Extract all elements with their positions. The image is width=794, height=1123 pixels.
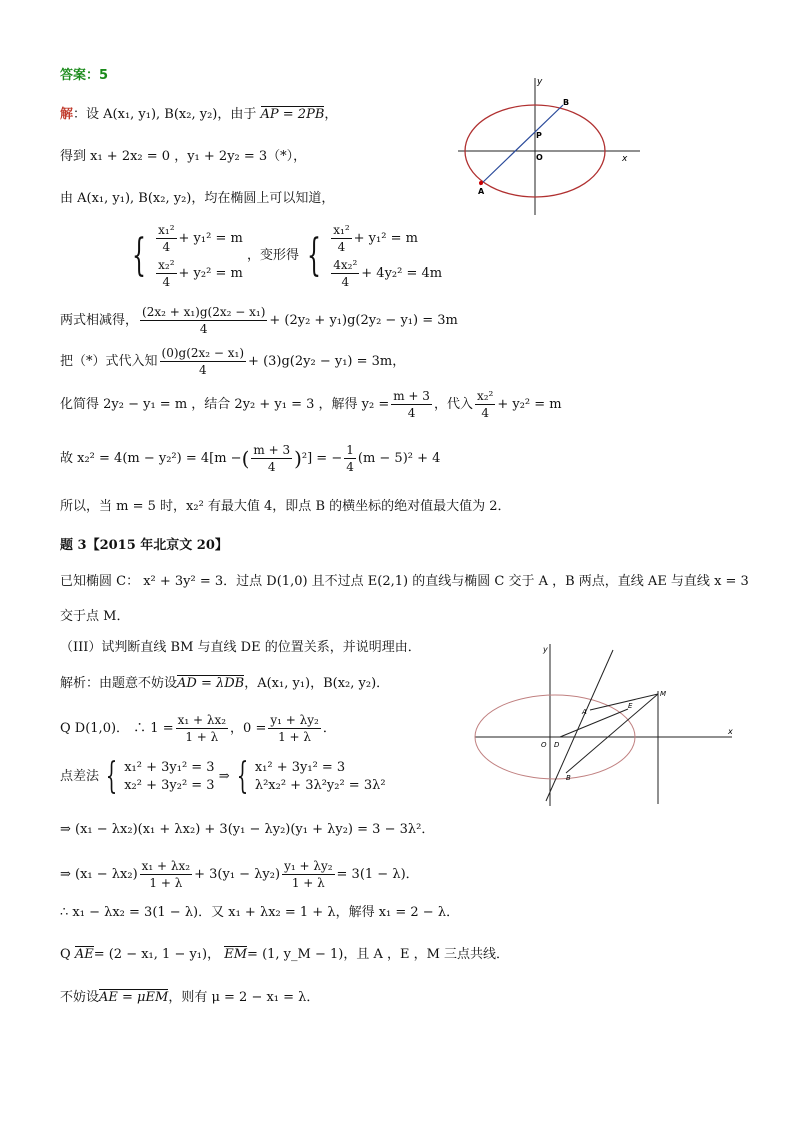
eq: x₁² + 3y₁² = 3 — [124, 760, 215, 775]
solution-text-1: ：设 A(x₁, y₁), B(x₂, y₂)，由于 — [73, 107, 257, 122]
frac-den: 1 + λ — [278, 730, 312, 744]
solution-line-7 — [60, 388, 562, 421]
ellipse-figure-2 — [470, 636, 740, 811]
label-e: E — [628, 702, 633, 710]
question-3-title: 题 3【2015 年北京文 20】 — [60, 538, 228, 553]
frac-den: 4 — [346, 460, 354, 474]
label-a: A — [478, 187, 485, 196]
frac-den: 4 — [198, 363, 207, 377]
label-m: M — [660, 690, 667, 698]
left-brace-1: { — [132, 230, 146, 281]
analysis-line-7 — [60, 947, 509, 963]
text: ，代入 — [433, 397, 473, 412]
frac-num: y₁ + λy₂ — [270, 713, 319, 727]
frac-den: 1 + λ — [185, 730, 219, 744]
frac-num: x₂² — [476, 389, 494, 403]
frac-num: x₁ + λx₂ — [177, 713, 227, 727]
solution-label: 解 — [60, 107, 74, 122]
text: ，0 = — [230, 721, 267, 736]
text: = (2 − x₁, 1 − y₁)， — [93, 947, 221, 962]
solution-line-6 — [60, 345, 405, 378]
analysis-line-5 — [60, 858, 419, 891]
text: 解析：由题意不妨设 — [60, 676, 178, 691]
label-x: x — [728, 727, 733, 736]
question-3-part-iii: （III）试判断直线 BM 与直线 DE 的位置关系，并说明理由． — [60, 640, 421, 655]
eq: x₂² + 3y₂² = 3 — [124, 778, 215, 793]
solution-line-3: 由 A(x₁, y₁), B(x₂, y₂)，均在椭圆上可以知道， — [60, 191, 335, 206]
text: Q — [60, 947, 71, 962]
vector-em: EM — [224, 947, 248, 962]
text: ²] = − — [301, 451, 343, 466]
text: 把（*）式代入知 — [60, 354, 158, 369]
frac-den: 4 — [162, 275, 171, 289]
text: 化简得 2y₂ − y₁ = m ，结合 2y₂ + y₁ = 3 ，解得 y₂ = — [60, 397, 390, 412]
frac-den: 4 — [481, 406, 489, 420]
text: (m − 5)² + 4 — [357, 451, 441, 466]
frac-den: 1 + λ — [149, 876, 183, 890]
analysis-line-6: ∴ x₁ − λx₂ = 3(1 − λ)．又 x₁ + λx₂ = 1 + λ，解得 x₁ = 2 − λ． — [60, 905, 460, 920]
vector-equation-ap-pb: AP = 2PB — [260, 107, 325, 122]
frac-num: m + 3 — [253, 443, 291, 457]
ellipse-figure-1 — [450, 70, 650, 220]
text: Q D(1,0)． ∴ 1 = — [60, 721, 174, 736]
text: + (3)g(2y₂ − y₁) = 3m， — [248, 354, 406, 369]
label-d: D — [554, 741, 560, 749]
label-y: y — [537, 77, 543, 87]
segment-d-e — [560, 709, 628, 737]
transform-text: ，变形得 — [246, 248, 299, 263]
text: + 3(y₁ − λy₂) — [194, 867, 281, 882]
left-brace-3: { — [105, 756, 118, 797]
label-o: O — [541, 741, 547, 749]
frac-den: 4 — [267, 460, 276, 474]
frac-den: 4 — [199, 322, 208, 336]
label-o: O — [536, 153, 543, 162]
frac-num: y₁ + λy₂ — [284, 859, 333, 873]
frac-den: 4 — [337, 240, 346, 254]
solution-line-5 — [60, 304, 458, 337]
vector-ae: AE — [74, 947, 94, 962]
text: = (1, y_M − 1)，且 A ，E ，M 三点共线． — [247, 947, 510, 962]
left-brace-2: { — [307, 230, 322, 281]
answer-value: 5 — [99, 68, 109, 83]
analysis-line-8 — [60, 990, 319, 1006]
system-2 — [329, 220, 442, 292]
solution-line-9: 所以，当 m = 5 时，x₂² 有最大值 4，即点 B 的横坐标的绝对值最大值为 2． — [60, 499, 511, 514]
text: ，A(x₁, y₁)，B(x₂, y₂)． — [244, 676, 390, 691]
label-a: A — [582, 708, 587, 716]
analysis-line-1 — [60, 676, 389, 692]
text: ． — [322, 721, 336, 736]
eq-rest: + y₁² = m — [353, 231, 418, 246]
analysis-line-3 — [60, 758, 386, 796]
solution-text-1b: ， — [324, 107, 338, 122]
frac-num: 1 — [346, 443, 354, 457]
frac-num: (2x₂ + x₁)g(2x₂ − x₁) — [142, 305, 266, 319]
frac-num: 4x₂² — [333, 258, 358, 272]
text: 点差法 — [60, 769, 100, 784]
paren: ( — [241, 446, 250, 471]
segment-b-m — [566, 694, 658, 773]
frac-num: x₁² — [158, 223, 175, 237]
label-b: B — [566, 774, 571, 782]
chord-ab — [480, 105, 563, 185]
eq-rest: + y₂² = m — [178, 266, 243, 281]
text: ，则有 μ = 2 − x₁ = λ． — [168, 990, 320, 1005]
label-y: y — [543, 645, 548, 654]
frac-num: (0)g(2x₂ − x₁) — [161, 346, 245, 360]
frac-den: 1 + λ — [291, 876, 325, 890]
solution-line-8 — [60, 442, 440, 475]
system-4 — [255, 758, 386, 796]
implies-arrow: ⇒ — [218, 769, 230, 784]
text: ⇒ (x₁ − λx₂) — [60, 867, 138, 882]
text: 故 x₂² = 4(m − y₂²) = 4[m − — [60, 451, 242, 466]
analysis-line-4: ⇒ (x₁ − λx₂)(x₁ + λx₂) + 3(y₁ − λy₂)(y₁ + λy₂) = 3 − 3λ²． — [60, 822, 435, 837]
frac-num: x₂² — [158, 258, 175, 272]
system-3 — [124, 758, 214, 796]
question-3-line-2: 交于点 M． — [60, 609, 130, 624]
eq-rest: + 4y₂² = 4m — [361, 266, 443, 281]
eq-rest: + y₁² = m — [178, 231, 243, 246]
frac-num: x₁ + λx₂ — [141, 859, 191, 873]
system-1 — [154, 220, 243, 292]
label-x: x — [622, 154, 628, 164]
question-3-line-1: 已知椭圆 C： x² + 3y² = 3．过点 D(1,0) 且不过点 E(2,1) 的直线与椭圆 C 交于 A ，B 两点，直线 AE 与直线 x = 3 — [60, 574, 749, 589]
left-brace-4: { — [236, 756, 248, 797]
frac-den: 4 — [162, 240, 171, 254]
point-a — [479, 181, 483, 185]
equation-systems — [128, 220, 442, 292]
line-through-d — [546, 650, 613, 801]
frac-den: 4 — [341, 275, 350, 289]
paren: ) — [294, 446, 302, 471]
eq: λ²x₂² + 3λ²y₂² = 3λ² — [254, 778, 386, 793]
vector-ae-mu-em: AE = μEM — [99, 990, 169, 1005]
vector-ad-db: AD = λDB — [177, 676, 245, 691]
frac-num: x₁² — [333, 223, 350, 237]
text: 不妨设 — [60, 990, 100, 1005]
frac-den: 4 — [407, 406, 416, 420]
text: + y₂² = m — [497, 397, 562, 412]
solution-line-1 — [60, 107, 337, 123]
label-p: P — [536, 131, 542, 140]
eq: x₁² + 3y₁² = 3 — [254, 760, 346, 775]
solution-line-2: 得到 x₁ + 2x₂ = 0 ，y₁ + 2y₂ = 3（*）， — [60, 149, 307, 164]
answer-label: 答案： — [60, 68, 100, 83]
text: + (2y₂ + y₁)g(2y₂ − y₁) = 3m — [269, 313, 458, 328]
analysis-line-2 — [60, 712, 336, 745]
text: = 3(1 − λ)． — [336, 867, 419, 882]
label-b: B — [563, 98, 570, 107]
text: 两式相减得， — [60, 313, 139, 328]
answer-line — [60, 68, 108, 84]
frac-num: m + 3 — [393, 389, 430, 403]
